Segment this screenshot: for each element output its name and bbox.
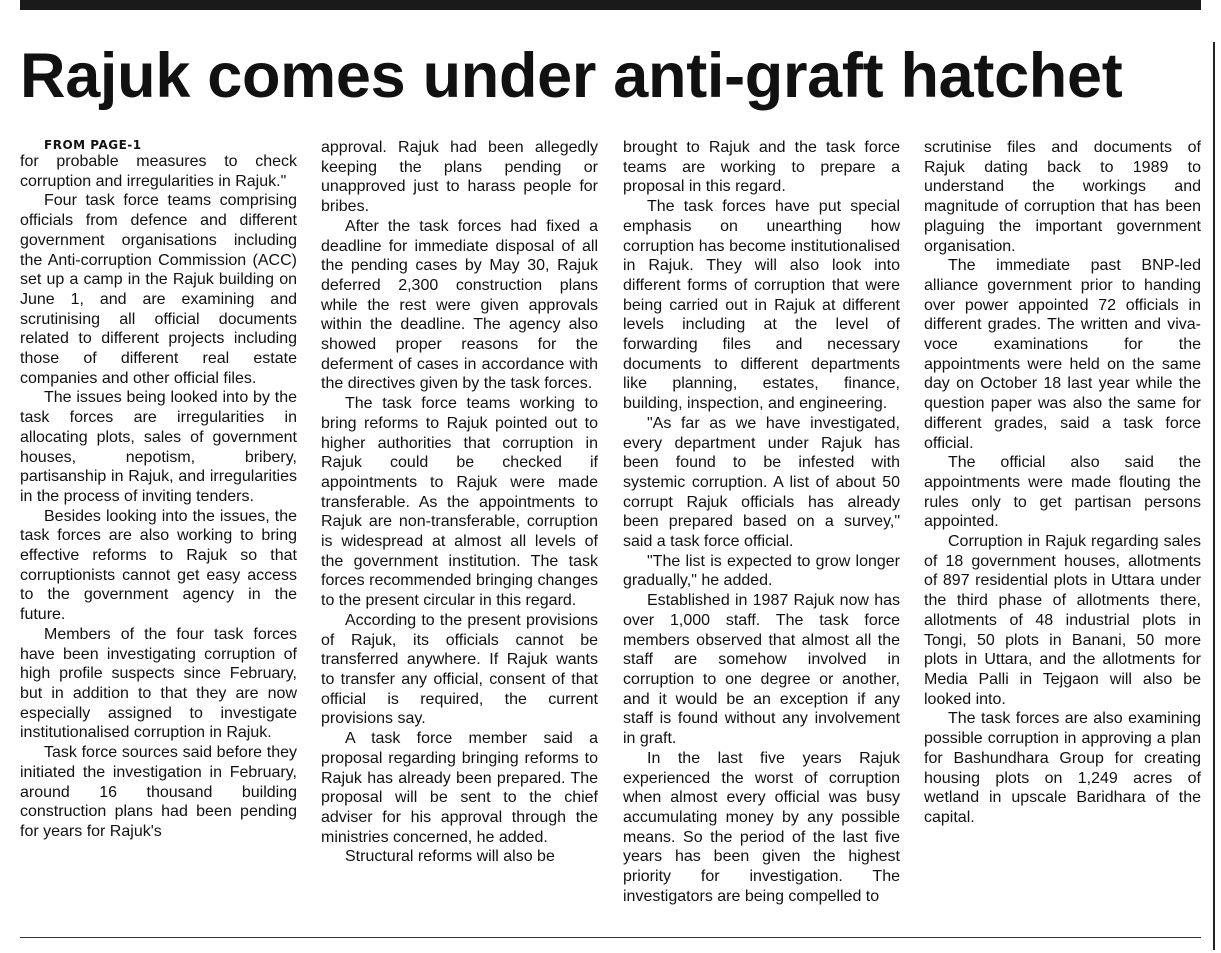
paragraph: Four task force teams comprising officials from defence and different government organisations including the Anti-corruption Commission (ACC) set up a camp in the Rajuk building on June 1, and are examining and scrutinising all official documents related to different projects including those of different real estate companies and other official files. bbox=[20, 192, 297, 387]
paragraph: The task forces have put special emphasis on unearthing how corruption has become institutionalised in Rajuk. They will also look into different forms of corruption that were being carried out in Rajuk at different levels including at the level of forwarding files and necessary documents to different departments like planning, estates, finance, building, inspection, and engineering. bbox=[623, 198, 900, 413]
bottom-rule bbox=[20, 937, 1201, 938]
paragraph: "The list is expected to grow longer gradually," he added. bbox=[623, 552, 900, 590]
paragraph: approval. Rajuk had been allegedly keeping the plans pending or unapproved just to harass people for bribes. bbox=[321, 139, 598, 216]
paragraph: Members of the four task forces have been investigating corruption of high profile suspects since February, but in addition to that they are now especially assigned to investigate institutionalised corruption in Rajuk. bbox=[20, 625, 297, 742]
paragraph: The task force teams working to bring reforms to Rajuk pointed out to higher authorities that corruption in Rajuk could be checked if appointments to Rajuk were made transferable. As the appointments to Rajuk are non-transferable, corruption is widespread at almost all levels of the government institution. The task forces recommended bringing changes to the present circular in this regard. bbox=[321, 395, 598, 610]
right-column-rule bbox=[1213, 42, 1215, 950]
paragraph: In the last five years Rajuk experienced the worst of corruption when almost every official was busy accumulating money by any possible means. So the period of the last five years has been given the highest priority for investigation. The investigators are being compelled to bbox=[623, 749, 900, 905]
headline: Rajuk comes under anti-graft hatchet bbox=[20, 41, 1123, 111]
paragraph: The task forces are also examining possible corruption in approving a plan for Bashundhara Group for creating housing plots on 1,249 acres of wetland in upscale Baridhara of the capital. bbox=[924, 710, 1201, 826]
paragraph: Structural reforms will also be bbox=[345, 848, 555, 866]
paragraph: Established in 1987 Rajuk now has over 1,000 staff. The task force members observed that almost all the staff are somehow involved in corruption to one degree or another, and it would be an exception if any staff is found without any involvement in graft. bbox=[623, 592, 900, 748]
article-column-3 bbox=[623, 138, 900, 906]
article-column-1 bbox=[20, 138, 297, 842]
paragraph: According to the present provisions of Rajuk, its officials cannot be transferred anywhere. If Rajuk wants to transfer any official, consent of that official is required, the current provisions say. bbox=[321, 611, 598, 728]
paragraph: brought to Rajuk and the task force teams are working to prepare a proposal in this regard. bbox=[623, 139, 900, 196]
continuation-label: FROM PAGE-1 bbox=[44, 138, 142, 152]
article-column-4 bbox=[924, 138, 1201, 828]
paragraph: for probable measures to check corruption and irregularities in Rajuk." bbox=[20, 153, 297, 190]
paragraph: "As far as we have investigated, every department under Rajuk has been found to be infested with systemic corruption. A list of about 50 corrupt Rajuk officials has already been prepared based on a survey," said a task force official. bbox=[623, 414, 900, 551]
paragraph: After the task forces had fixed a deadline for immediate disposal of all the pending cases by May 30, Rajuk deferred 2,300 construction plans while the rest were given approvals within the deadline. The agency also showed proper reasons for the deferment of cases in accordance with the directives given by the task forces. bbox=[321, 217, 598, 393]
paragraph: The official also said the appointments were made flouting the rules only to get partisan persons appointed. bbox=[924, 454, 1201, 531]
article-column-2 bbox=[321, 138, 598, 867]
paragraph: Task force sources said before they initiated the investigation in February, around 16 thousand building construction plans had been pending for years for Rajuk's bbox=[20, 744, 297, 840]
paragraph: A task force member said a proposal regarding bringing reforms to Rajuk has already been prepared. The proposal will be sent to the chief adviser for his approval through the ministries concerned, he added. bbox=[321, 730, 598, 846]
paragraph: The immediate past BNP-led alliance government prior to handing over power appointed 72 officials in different grades. The written and viva-voce examinations for the appointments were held on the same day on October 18 last year while the question paper was also the same for different grades, said a task force official. bbox=[924, 257, 1201, 452]
paragraph: Besides looking into the issues, the task forces are also working to bring effective reforms to Rajuk so that corruptionists cannot get easy access to the government agency in the future. bbox=[20, 507, 297, 624]
paragraph: Corruption in Rajuk regarding sales of 18 government houses, allotments of 897 residential plots in Uttara under the third phase of allotments there, allotments of 48 industrial plots in Tongi, 50 plots in Banani, 50 more plots in Uttara, and the allotments for Media Palli in Tejgaon will also be looked into. bbox=[924, 533, 1201, 708]
paragraph: scrutinise files and documents of Rajuk dating back to 1989 to understand the workings and magnitude of corruption that has been plaguing the important government organisation. bbox=[924, 139, 1201, 255]
paragraph: The issues being looked into by the task forces are irregularities in allocating plots, sales of government houses, nepotism, bribery, partisanship in Rajuk, and irregularities in the process of inviting tenders. bbox=[20, 389, 297, 505]
top-rule bbox=[20, 0, 1201, 10]
